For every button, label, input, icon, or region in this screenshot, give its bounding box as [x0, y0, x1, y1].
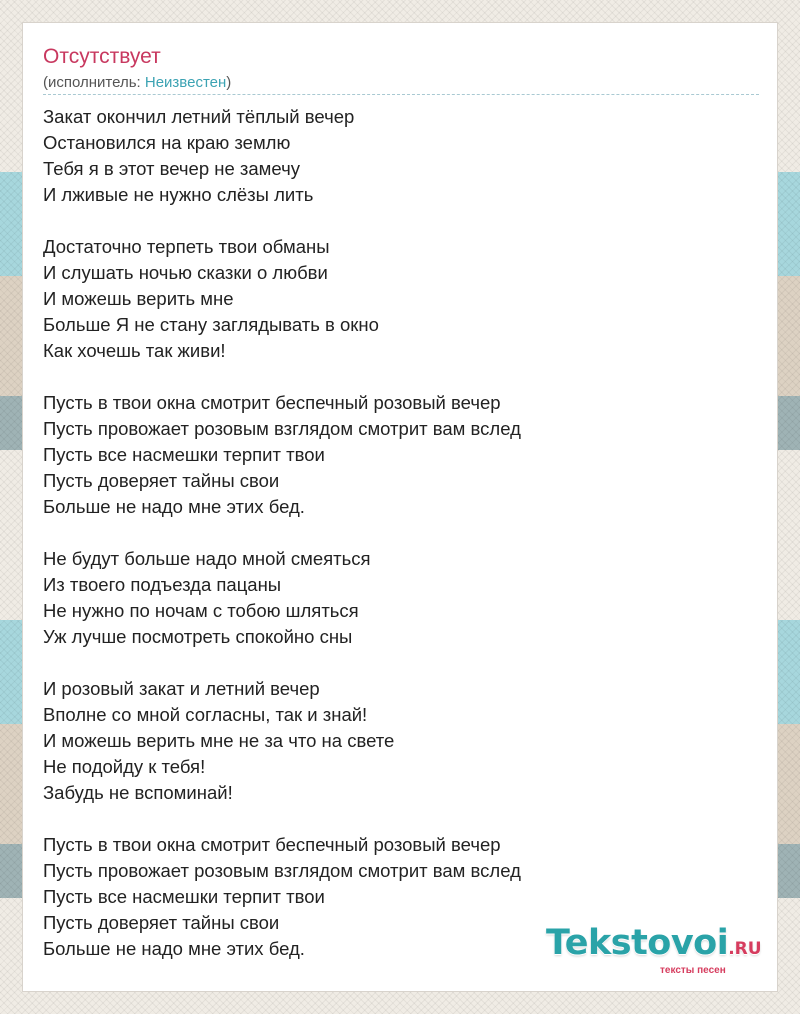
lyrics-line: Пусть в твои окна смотрит беспечный розовый вечер	[43, 834, 501, 855]
lyrics-line: Больше не надо мне этих бед.	[43, 938, 305, 959]
lyrics-line: Забудь не вспоминай!	[43, 782, 233, 803]
site-logo[interactable]	[546, 923, 776, 993]
lyrics-line: Не будут больше надо мной смеяться	[43, 548, 371, 569]
lyrics-line: Пусть провожает розовым взглядом смотрит вам вслед	[43, 860, 521, 881]
artist-link[interactable]: Неизвестен	[144, 74, 227, 91]
title-divider	[43, 94, 759, 95]
lyrics-line: Больше Я не стану заглядывать в окно	[43, 314, 379, 335]
lyrics-line: И можешь верить мне не за что на свете	[43, 730, 395, 751]
artist-suffix: )	[226, 74, 232, 91]
logo-tld: .RU	[728, 939, 762, 959]
lyrics-stanza	[43, 234, 743, 364]
lyrics-line: Из твоего подъезда пацаны	[43, 574, 282, 595]
lyrics-line: Пусть доверяет тайны свои	[43, 912, 280, 933]
lyrics-stanza	[43, 676, 743, 806]
lyrics-stanza	[43, 104, 743, 208]
lyrics-line: И лживые не нужно слёзы лить	[43, 184, 314, 205]
lyrics-stanza	[43, 390, 743, 520]
lyrics-line: Закат окончил летний тёплый вечер	[43, 106, 355, 127]
lyrics-line: Не подойду к тебя!	[43, 756, 206, 777]
song-title: Отсутствует	[43, 45, 161, 68]
lyrics-line: И можешь верить мне	[43, 288, 234, 309]
lyrics-line: Уж лучше посмотреть спокойно сны	[43, 626, 353, 647]
lyrics-stanza	[43, 546, 743, 650]
lyrics-line: Достаточно терпеть твои обманы	[43, 236, 330, 257]
artist-prefix: (исполнитель:	[43, 74, 145, 91]
logo-tagline: тексты песен	[660, 965, 726, 976]
lyrics-line: Пусть провожает розовым взглядом смотрит вам вслед	[43, 418, 521, 439]
lyrics-line: И слушать ночью сказки о любви	[43, 262, 328, 283]
lyrics-line: Не нужно по ночам с тобою шляться	[43, 600, 359, 621]
logo-name: Tekstovoi	[546, 923, 729, 963]
lyrics-line: И розовый закат и летний вечер	[43, 678, 320, 699]
lyrics-line: Больше не надо мне этих бед.	[43, 496, 305, 517]
lyrics-line: Остановился на краю землю	[43, 132, 291, 153]
lyrics-line: Пусть доверяет тайны свои	[43, 470, 280, 491]
lyrics-line: Тебя я в этот вечер не замечу	[43, 158, 300, 179]
lyrics-line: Пусть все насмешки терпит твои	[43, 886, 325, 907]
lyrics-line: Как хочешь так живи!	[43, 340, 226, 361]
song-artist-line	[43, 74, 231, 91]
lyrics-card	[22, 22, 778, 992]
lyrics-line: Пусть в твои окна смотрит беспечный розовый вечер	[43, 392, 501, 413]
logo-wordmark	[546, 923, 762, 963]
lyrics-line: Вполне со мной согласны, так и знай!	[43, 704, 368, 725]
lyrics-text	[43, 104, 743, 988]
lyrics-line: Пусть все насмешки терпит твои	[43, 444, 325, 465]
